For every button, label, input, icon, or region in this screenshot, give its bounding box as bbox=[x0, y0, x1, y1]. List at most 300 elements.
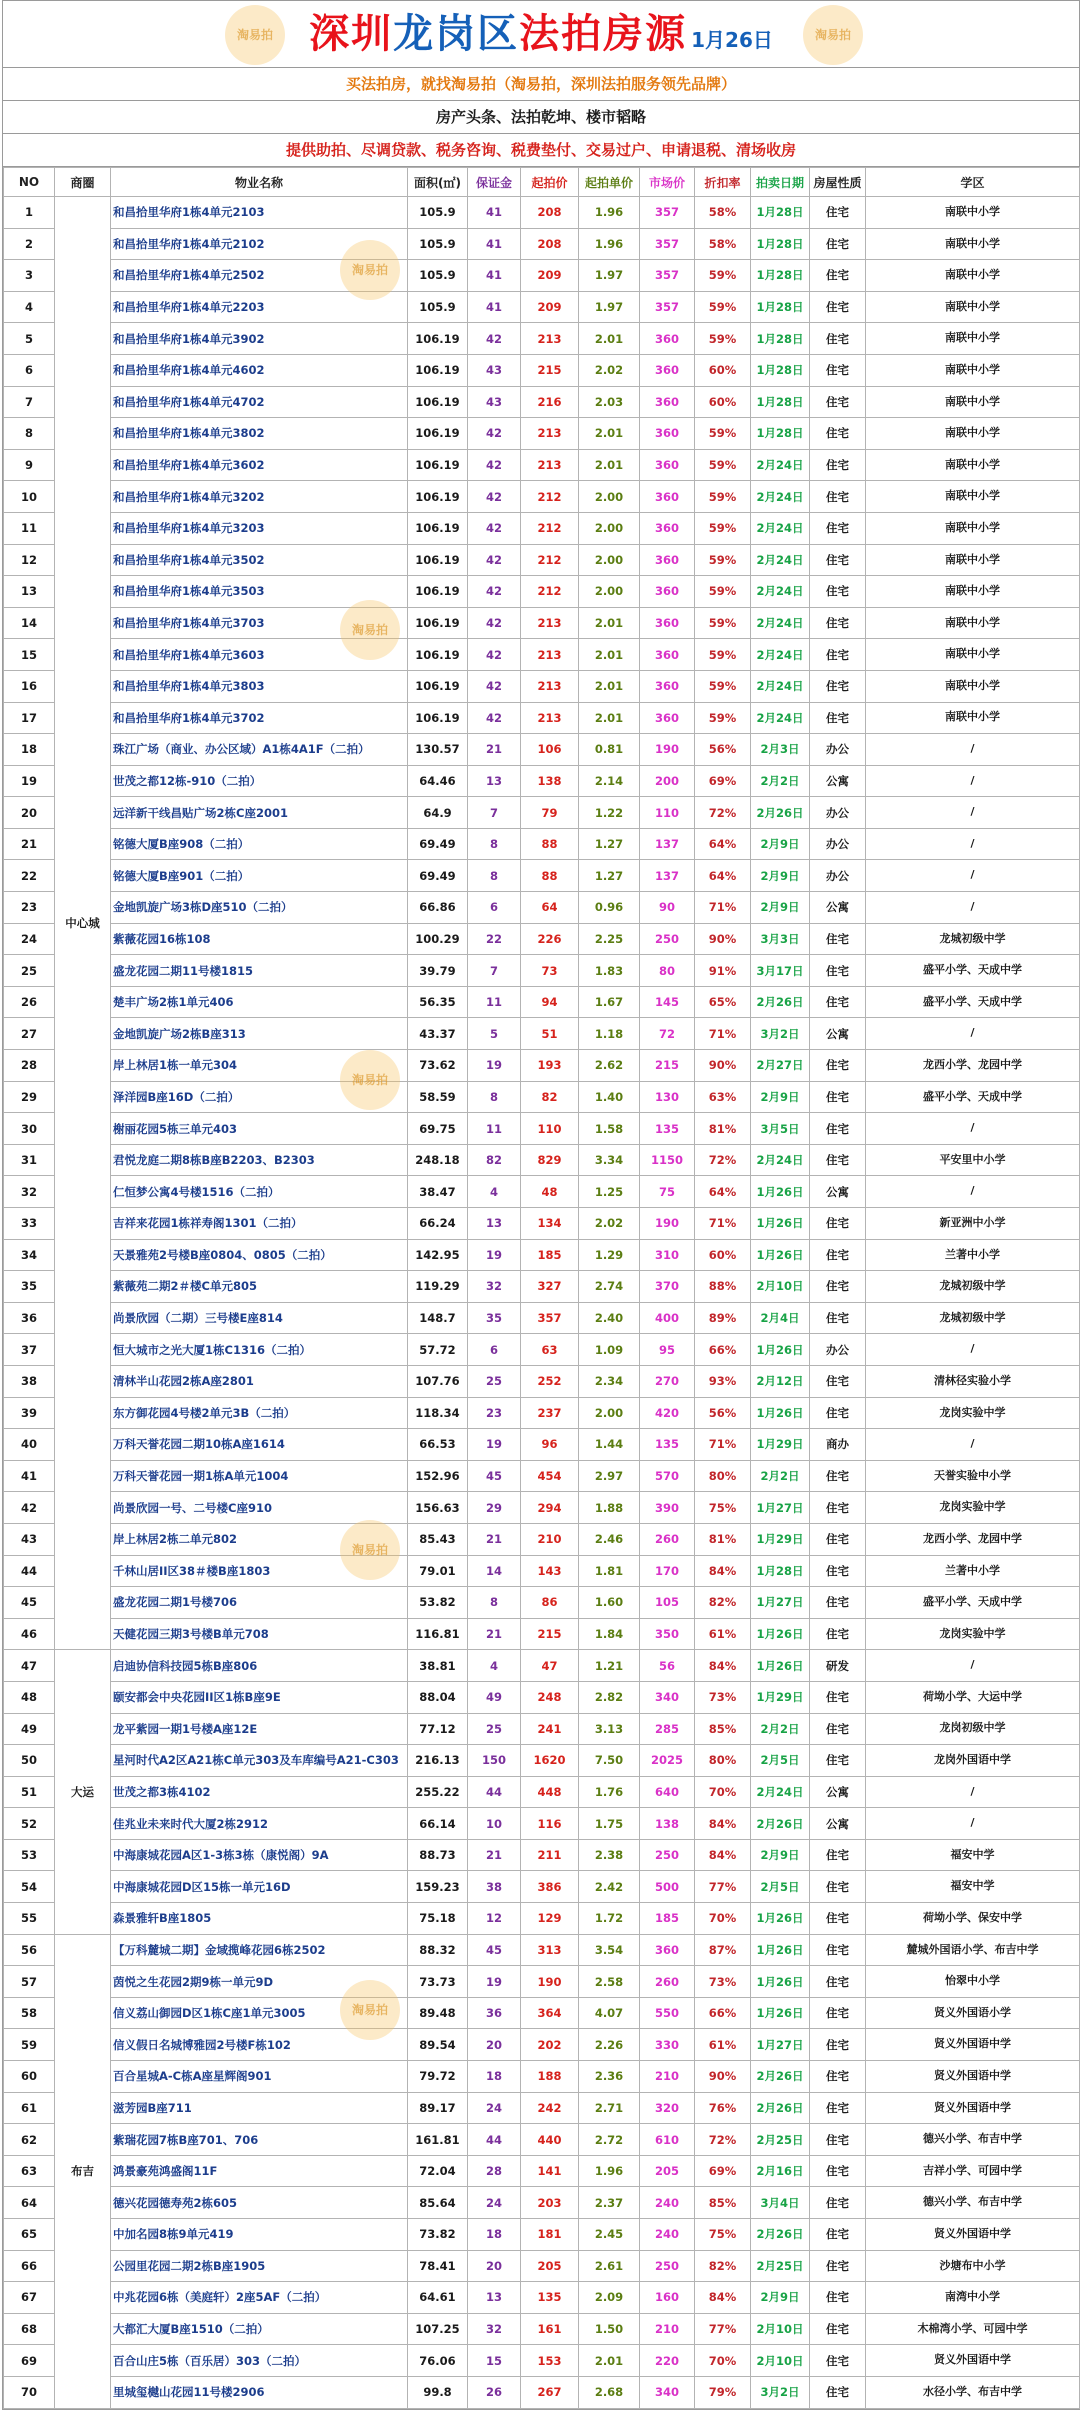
cell-school-district: 南联中小学 bbox=[866, 702, 1080, 734]
cell-market-price: 270 bbox=[640, 1365, 695, 1397]
cell-market-price: 357 bbox=[640, 291, 695, 323]
cell-area: 89.48 bbox=[408, 1997, 468, 2029]
cell-unit-price: 2.38 bbox=[579, 1839, 640, 1871]
cell-property-name: 天景雅苑2号楼B座0804、0805（二拍） bbox=[111, 1239, 408, 1271]
cell-auction-date: 3月17日 bbox=[751, 955, 810, 987]
cell-no: 53 bbox=[4, 1839, 55, 1871]
cell-auction-date: 2月10日 bbox=[751, 2345, 810, 2377]
cell-area: 66.24 bbox=[408, 1208, 468, 1240]
cell-property-type: 住宅 bbox=[810, 2345, 866, 2377]
cell-auction-date: 1月28日 bbox=[751, 354, 810, 386]
cell-unit-price: 3.54 bbox=[579, 1934, 640, 1966]
cell-deposit: 11 bbox=[468, 1113, 521, 1145]
table-row bbox=[4, 1997, 1080, 2029]
cell-property-type: 住宅 bbox=[810, 354, 866, 386]
table-row bbox=[4, 1144, 1080, 1176]
cell-auction-date: 2月5日 bbox=[751, 1745, 810, 1777]
cell-auction-date: 2月2日 bbox=[751, 765, 810, 797]
cell-start-price: 88 bbox=[521, 860, 579, 892]
cell-discount: 56% bbox=[695, 1397, 751, 1429]
cell-start-price: 213 bbox=[521, 418, 579, 450]
table-row bbox=[4, 2061, 1080, 2093]
cell-property-name: 茵悦之生花园2期9栋一单元9D bbox=[111, 1966, 408, 1998]
cell-property-type: 住宅 bbox=[810, 228, 866, 260]
cell-discount: 59% bbox=[695, 544, 751, 576]
cell-market-price: 160 bbox=[640, 2282, 695, 2314]
cell-school-district: 福安中学 bbox=[866, 1871, 1080, 1903]
cell-school-district: 南联中小学 bbox=[866, 291, 1080, 323]
cell-area: 106.19 bbox=[408, 544, 468, 576]
cell-start-price: 226 bbox=[521, 923, 579, 955]
cell-no: 48 bbox=[4, 1681, 55, 1713]
cell-area: 248.18 bbox=[408, 1144, 468, 1176]
cell-auction-date: 2月4日 bbox=[751, 1302, 810, 1334]
cell-school-district: 沙塘布中小学 bbox=[866, 2250, 1080, 2282]
cell-auction-date: 2月9日 bbox=[751, 2282, 810, 2314]
cell-unit-price: 1.96 bbox=[579, 228, 640, 260]
cell-unit-price: 2.01 bbox=[579, 323, 640, 355]
cell-discount: 70% bbox=[695, 1776, 751, 1808]
col-header-start-price: 起拍价 bbox=[521, 168, 579, 197]
cell-property-name: 滋芳园B座711 bbox=[111, 2092, 408, 2124]
cell-property-type: 住宅 bbox=[810, 544, 866, 576]
cell-no: 39 bbox=[4, 1397, 55, 1429]
cell-area: 116.81 bbox=[408, 1618, 468, 1650]
cell-market-price: 285 bbox=[640, 1713, 695, 1745]
cell-market-price: 390 bbox=[640, 1492, 695, 1524]
cell-start-price: 129 bbox=[521, 1903, 579, 1935]
cell-property-type: 住宅 bbox=[810, 323, 866, 355]
cell-auction-date: 1月26日 bbox=[751, 1176, 810, 1208]
cell-market-price: 360 bbox=[640, 481, 695, 513]
cell-property-name: 千林山居II区38＃楼B座1803 bbox=[111, 1555, 408, 1587]
cell-school-district: 龙岗外国语中学 bbox=[866, 1745, 1080, 1777]
cell-market-price: 360 bbox=[640, 544, 695, 576]
cell-market-price: 137 bbox=[640, 860, 695, 892]
cell-deposit: 82 bbox=[468, 1144, 521, 1176]
cell-property-name: 盛龙花园二期11号楼1815 bbox=[111, 955, 408, 987]
cell-school-district: / bbox=[866, 1776, 1080, 1808]
watermark-logo: 淘易拍 bbox=[803, 5, 863, 65]
table-row bbox=[4, 2219, 1080, 2251]
cell-area: 148.7 bbox=[408, 1302, 468, 1334]
cell-discount: 89% bbox=[695, 1302, 751, 1334]
cell-no: 52 bbox=[4, 1808, 55, 1840]
cell-start-price: 73 bbox=[521, 955, 579, 987]
cell-auction-date: 2月3日 bbox=[751, 734, 810, 766]
cell-auction-date: 2月26日 bbox=[751, 2219, 810, 2251]
cell-discount: 73% bbox=[695, 1966, 751, 1998]
cell-start-price: 143 bbox=[521, 1555, 579, 1587]
cell-no: 68 bbox=[4, 2313, 55, 2345]
cell-deposit: 32 bbox=[468, 2313, 521, 2345]
cell-discount: 64% bbox=[695, 828, 751, 860]
cell-property-name: 森景雅轩B座1805 bbox=[111, 1903, 408, 1935]
cell-unit-price: 3.34 bbox=[579, 1144, 640, 1176]
cell-start-price: 185 bbox=[521, 1239, 579, 1271]
cell-start-price: 82 bbox=[521, 1081, 579, 1113]
watermark-logo: 淘易拍 bbox=[340, 1050, 400, 1110]
cell-no: 15 bbox=[4, 639, 55, 671]
col-header-school-district: 学区 bbox=[866, 168, 1080, 197]
cell-deposit: 42 bbox=[468, 639, 521, 671]
cell-unit-price: 1.75 bbox=[579, 1808, 640, 1840]
cell-auction-date: 2月24日 bbox=[751, 702, 810, 734]
cell-deposit: 18 bbox=[468, 2219, 521, 2251]
cell-deposit: 5 bbox=[468, 1018, 521, 1050]
cell-start-price: 94 bbox=[521, 986, 579, 1018]
cell-area: 85.43 bbox=[408, 1523, 468, 1555]
cell-area: 106.19 bbox=[408, 481, 468, 513]
cell-market-price: 210 bbox=[640, 2313, 695, 2345]
table-row bbox=[4, 2376, 1080, 2408]
table-row bbox=[4, 1429, 1080, 1461]
cell-no: 32 bbox=[4, 1176, 55, 1208]
cell-start-price: 208 bbox=[521, 197, 579, 229]
cell-area: 53.82 bbox=[408, 1587, 468, 1619]
cell-unit-price: 2.34 bbox=[579, 1365, 640, 1397]
cell-market-price: 135 bbox=[640, 1429, 695, 1461]
cell-no: 21 bbox=[4, 828, 55, 860]
cell-property-name: 和昌拾里华府1栋4单元2203 bbox=[111, 291, 408, 323]
cell-market-price: 135 bbox=[640, 1113, 695, 1145]
cell-school-district: 龙岗实验中学 bbox=[866, 1492, 1080, 1524]
cell-start-price: 829 bbox=[521, 1144, 579, 1176]
table-row bbox=[4, 1365, 1080, 1397]
cell-property-type: 住宅 bbox=[810, 1587, 866, 1619]
cell-property-type: 住宅 bbox=[810, 2061, 866, 2093]
cell-auction-date: 1月26日 bbox=[751, 1334, 810, 1366]
cell-discount: 72% bbox=[695, 797, 751, 829]
table-row bbox=[4, 2250, 1080, 2282]
cell-deposit: 41 bbox=[468, 228, 521, 260]
cell-deposit: 42 bbox=[468, 323, 521, 355]
cell-school-district: 天誉实验中小学 bbox=[866, 1460, 1080, 1492]
table-row bbox=[4, 1966, 1080, 1998]
table-row bbox=[4, 702, 1080, 734]
cell-auction-date: 1月29日 bbox=[751, 1429, 810, 1461]
cell-auction-date: 2月5日 bbox=[751, 1871, 810, 1903]
cell-property-type: 住宅 bbox=[810, 2313, 866, 2345]
cell-start-price: 212 bbox=[521, 512, 579, 544]
cell-property-type: 住宅 bbox=[810, 2282, 866, 2314]
cell-school-district: 兰著中小学 bbox=[866, 1555, 1080, 1587]
cell-unit-price: 1.27 bbox=[579, 828, 640, 860]
cell-discount: 75% bbox=[695, 2219, 751, 2251]
cell-auction-date: 1月28日 bbox=[751, 197, 810, 229]
cell-district: 布吉 bbox=[55, 1934, 111, 2408]
cell-no: 13 bbox=[4, 576, 55, 608]
cell-unit-price: 2.72 bbox=[579, 2124, 640, 2156]
table-row bbox=[4, 1587, 1080, 1619]
table-row bbox=[4, 986, 1080, 1018]
title-row bbox=[3, 1, 1079, 68]
cell-property-type: 住宅 bbox=[810, 1966, 866, 1998]
table-row bbox=[4, 2282, 1080, 2314]
cell-no: 66 bbox=[4, 2250, 55, 2282]
cell-school-district: 南联中小学 bbox=[866, 228, 1080, 260]
cell-area: 106.19 bbox=[408, 386, 468, 418]
cell-auction-date: 2月26日 bbox=[751, 1808, 810, 1840]
cell-start-price: 209 bbox=[521, 291, 579, 323]
cell-discount: 59% bbox=[695, 512, 751, 544]
cell-auction-date: 1月26日 bbox=[751, 1239, 810, 1271]
cell-auction-date: 1月26日 bbox=[751, 1997, 810, 2029]
table-row bbox=[4, 1523, 1080, 1555]
cell-property-type: 住宅 bbox=[810, 449, 866, 481]
cell-unit-price: 1.83 bbox=[579, 955, 640, 987]
cell-property-name: 岸上林居1栋一单元304 bbox=[111, 1050, 408, 1082]
cell-property-name: 君悦龙庭二期8栋B座B2203、B2303 bbox=[111, 1144, 408, 1176]
cell-auction-date: 1月27日 bbox=[751, 1492, 810, 1524]
cell-property-name: 金地凯旋广场3栋D座510（二拍） bbox=[111, 892, 408, 924]
cell-no: 10 bbox=[4, 481, 55, 513]
cell-deposit: 24 bbox=[468, 2092, 521, 2124]
cell-auction-date: 1月27日 bbox=[751, 2029, 810, 2061]
cell-property-name: 和昌拾里华府1栋4单元3203 bbox=[111, 512, 408, 544]
cell-start-price: 212 bbox=[521, 481, 579, 513]
table-row bbox=[4, 1050, 1080, 1082]
cell-discount: 58% bbox=[695, 228, 751, 260]
cell-start-price: 241 bbox=[521, 1713, 579, 1745]
table-row bbox=[4, 1808, 1080, 1840]
cell-start-price: 190 bbox=[521, 1966, 579, 1998]
table-row bbox=[4, 955, 1080, 987]
cell-unit-price: 2.61 bbox=[579, 2250, 640, 2282]
cell-deposit: 21 bbox=[468, 1618, 521, 1650]
cell-property-type: 住宅 bbox=[810, 260, 866, 292]
cell-property-name: 紫薇苑二期2＃楼C单元805 bbox=[111, 1271, 408, 1303]
cell-start-price: 213 bbox=[521, 449, 579, 481]
cell-no: 20 bbox=[4, 797, 55, 829]
cell-school-district: / bbox=[866, 1808, 1080, 1840]
cell-auction-date: 2月16日 bbox=[751, 2155, 810, 2187]
cell-school-district: 荷坳小学、保安中学 bbox=[866, 1903, 1080, 1935]
table-row bbox=[4, 323, 1080, 355]
cell-property-type: 住宅 bbox=[810, 1555, 866, 1587]
cell-property-type: 住宅 bbox=[810, 2124, 866, 2156]
cell-market-price: 310 bbox=[640, 1239, 695, 1271]
cell-deposit: 8 bbox=[468, 860, 521, 892]
cell-auction-date: 1月28日 bbox=[751, 323, 810, 355]
cell-area: 106.19 bbox=[408, 639, 468, 671]
cell-auction-date: 2月24日 bbox=[751, 512, 810, 544]
cell-unit-price: 4.07 bbox=[579, 1997, 640, 2029]
table-row bbox=[4, 481, 1080, 513]
cell-area: 77.12 bbox=[408, 1713, 468, 1745]
cell-discount: 59% bbox=[695, 291, 751, 323]
cell-auction-date: 1月28日 bbox=[751, 418, 810, 450]
cell-deposit: 8 bbox=[468, 1587, 521, 1619]
cell-discount: 59% bbox=[695, 260, 751, 292]
cell-deposit: 26 bbox=[468, 2376, 521, 2408]
title-date: 1月26日 bbox=[691, 28, 773, 52]
cell-property-name: 和昌拾里华府1栋4单元4602 bbox=[111, 354, 408, 386]
cell-discount: 87% bbox=[695, 1934, 751, 1966]
cell-area: 69.49 bbox=[408, 828, 468, 860]
cell-property-name: 德兴花园德寿苑2栋605 bbox=[111, 2187, 408, 2219]
cell-start-price: 216 bbox=[521, 386, 579, 418]
cell-start-price: 212 bbox=[521, 544, 579, 576]
cell-deposit: 4 bbox=[468, 1650, 521, 1682]
cell-auction-date: 1月28日 bbox=[751, 260, 810, 292]
cell-unit-price: 2.62 bbox=[579, 1050, 640, 1082]
table-row bbox=[4, 2187, 1080, 2219]
cell-discount: 59% bbox=[695, 418, 751, 450]
cell-unit-price: 1.81 bbox=[579, 1555, 640, 1587]
cell-property-type: 住宅 bbox=[810, 1618, 866, 1650]
table-row bbox=[4, 860, 1080, 892]
cell-deposit: 15 bbox=[468, 2345, 521, 2377]
cell-unit-price: 2.82 bbox=[579, 1681, 640, 1713]
cell-school-district: 荷坳小学、大运中学 bbox=[866, 1681, 1080, 1713]
cell-property-type: 住宅 bbox=[810, 923, 866, 955]
cell-auction-date: 2月24日 bbox=[751, 576, 810, 608]
cell-market-price: 360 bbox=[640, 386, 695, 418]
cell-school-district: 南联中小学 bbox=[866, 386, 1080, 418]
cell-discount: 63% bbox=[695, 1081, 751, 1113]
cell-no: 70 bbox=[4, 2376, 55, 2408]
cell-auction-date: 2月25日 bbox=[751, 2124, 810, 2156]
cell-property-name: 信义假日名城博雅园2号楼F栋102 bbox=[111, 2029, 408, 2061]
cell-property-name: 和昌拾里华府1栋4单元3803 bbox=[111, 670, 408, 702]
cell-area: 78.41 bbox=[408, 2250, 468, 2282]
cell-market-price: 185 bbox=[640, 1903, 695, 1935]
cell-start-price: 211 bbox=[521, 1839, 579, 1871]
cell-market-price: 570 bbox=[640, 1460, 695, 1492]
table-body bbox=[4, 197, 1080, 2409]
watermark-logo: 淘易拍 bbox=[225, 5, 285, 65]
cell-deposit: 42 bbox=[468, 449, 521, 481]
cell-unit-price: 2.09 bbox=[579, 2282, 640, 2314]
cell-auction-date: 3月2日 bbox=[751, 1018, 810, 1050]
cell-auction-date: 2月26日 bbox=[751, 2061, 810, 2093]
cell-property-type: 办公 bbox=[810, 860, 866, 892]
cell-property-name: 盛龙花园二期1号楼706 bbox=[111, 1587, 408, 1619]
cell-market-price: 240 bbox=[640, 2219, 695, 2251]
cell-discount: 91% bbox=[695, 955, 751, 987]
cell-discount: 93% bbox=[695, 1365, 751, 1397]
cell-no: 54 bbox=[4, 1871, 55, 1903]
cell-school-district: 吉祥小学、可园中学 bbox=[866, 2155, 1080, 2187]
cell-no: 18 bbox=[4, 734, 55, 766]
cell-market-price: 137 bbox=[640, 828, 695, 860]
cell-deposit: 42 bbox=[468, 702, 521, 734]
cell-property-name: 信义荔山御园D区1栋C座1单元3005 bbox=[111, 1997, 408, 2029]
cell-discount: 84% bbox=[695, 2282, 751, 2314]
cell-discount: 80% bbox=[695, 1460, 751, 1492]
cell-property-name: 和昌拾里华府1栋4单元2102 bbox=[111, 228, 408, 260]
cell-district: 大运 bbox=[55, 1650, 111, 1934]
cell-deposit: 45 bbox=[468, 1460, 521, 1492]
cell-area: 106.19 bbox=[408, 576, 468, 608]
cell-auction-date: 2月2日 bbox=[751, 1713, 810, 1745]
cell-no: 6 bbox=[4, 354, 55, 386]
cell-unit-price: 2.02 bbox=[579, 354, 640, 386]
cell-market-price: 350 bbox=[640, 1618, 695, 1650]
table-row bbox=[4, 1745, 1080, 1777]
cell-unit-price: 1.29 bbox=[579, 1239, 640, 1271]
cell-discount: 59% bbox=[695, 449, 751, 481]
cell-area: 76.06 bbox=[408, 2345, 468, 2377]
cell-property-name: 恒大城市之光大厦1栋C1316（二拍） bbox=[111, 1334, 408, 1366]
cell-deposit: 42 bbox=[468, 576, 521, 608]
cell-market-price: 360 bbox=[640, 702, 695, 734]
cell-unit-price: 0.96 bbox=[579, 892, 640, 924]
cell-area: 105.9 bbox=[408, 197, 468, 229]
table-row bbox=[4, 1460, 1080, 1492]
cell-property-name: 金地凯旋广场2栋B座313 bbox=[111, 1018, 408, 1050]
cell-start-price: 51 bbox=[521, 1018, 579, 1050]
cell-property-type: 住宅 bbox=[810, 2092, 866, 2124]
cell-discount: 82% bbox=[695, 2250, 751, 2282]
cell-auction-date: 1月26日 bbox=[751, 1208, 810, 1240]
cell-property-type: 住宅 bbox=[810, 670, 866, 702]
cell-school-district: / bbox=[866, 1176, 1080, 1208]
cell-school-district: / bbox=[866, 1018, 1080, 1050]
cell-no: 49 bbox=[4, 1713, 55, 1745]
services-line: 提供助拍、尽调贷款、税务咨询、税费垫付、交易过户、申请退税、清场收房 bbox=[3, 134, 1079, 167]
cell-no: 19 bbox=[4, 765, 55, 797]
cell-no: 57 bbox=[4, 1966, 55, 1998]
title-city: 深圳 bbox=[309, 11, 394, 57]
cell-deposit: 42 bbox=[468, 481, 521, 513]
cell-no: 12 bbox=[4, 544, 55, 576]
cell-area: 58.59 bbox=[408, 1081, 468, 1113]
table-row bbox=[4, 2345, 1080, 2377]
cell-property-type: 住宅 bbox=[810, 2250, 866, 2282]
cell-start-price: 386 bbox=[521, 1871, 579, 1903]
table-row bbox=[4, 1176, 1080, 1208]
cell-no: 64 bbox=[4, 2187, 55, 2219]
table-row bbox=[4, 2124, 1080, 2156]
cell-area: 64.9 bbox=[408, 797, 468, 829]
cell-auction-date: 2月24日 bbox=[751, 449, 810, 481]
cell-property-type: 办公 bbox=[810, 828, 866, 860]
cell-start-price: 188 bbox=[521, 2061, 579, 2093]
cell-no: 61 bbox=[4, 2092, 55, 2124]
cell-school-district: 龙城初级中学 bbox=[866, 1302, 1080, 1334]
cell-unit-price: 2.01 bbox=[579, 2345, 640, 2377]
cell-discount: 60% bbox=[695, 1239, 751, 1271]
cell-area: 73.62 bbox=[408, 1050, 468, 1082]
cell-discount: 73% bbox=[695, 1681, 751, 1713]
col-header-unit-price: 起拍单价 bbox=[579, 168, 640, 197]
cell-no: 67 bbox=[4, 2282, 55, 2314]
cell-discount: 66% bbox=[695, 1334, 751, 1366]
cell-area: 105.9 bbox=[408, 228, 468, 260]
cell-property-type: 办公 bbox=[810, 797, 866, 829]
cell-deposit: 11 bbox=[468, 986, 521, 1018]
cell-area: 79.01 bbox=[408, 1555, 468, 1587]
cell-deposit: 19 bbox=[468, 1050, 521, 1082]
cell-auction-date: 1月28日 bbox=[751, 386, 810, 418]
cell-property-type: 住宅 bbox=[810, 986, 866, 1018]
cell-no: 60 bbox=[4, 2061, 55, 2093]
cell-property-type: 住宅 bbox=[810, 2187, 866, 2219]
cell-property-type: 住宅 bbox=[810, 1492, 866, 1524]
cell-deposit: 44 bbox=[468, 2124, 521, 2156]
cell-property-name: 铭德大厦B座901（二拍） bbox=[111, 860, 408, 892]
cell-market-price: 357 bbox=[640, 260, 695, 292]
cell-property-type: 住宅 bbox=[810, 1271, 866, 1303]
cell-unit-price: 2.42 bbox=[579, 1871, 640, 1903]
table-row bbox=[4, 670, 1080, 702]
cell-property-name: 紫瑞花园7栋B座701、706 bbox=[111, 2124, 408, 2156]
cell-discount: 60% bbox=[695, 386, 751, 418]
cell-school-district: 南联中小学 bbox=[866, 639, 1080, 671]
cell-property-type: 住宅 bbox=[810, 1745, 866, 1777]
